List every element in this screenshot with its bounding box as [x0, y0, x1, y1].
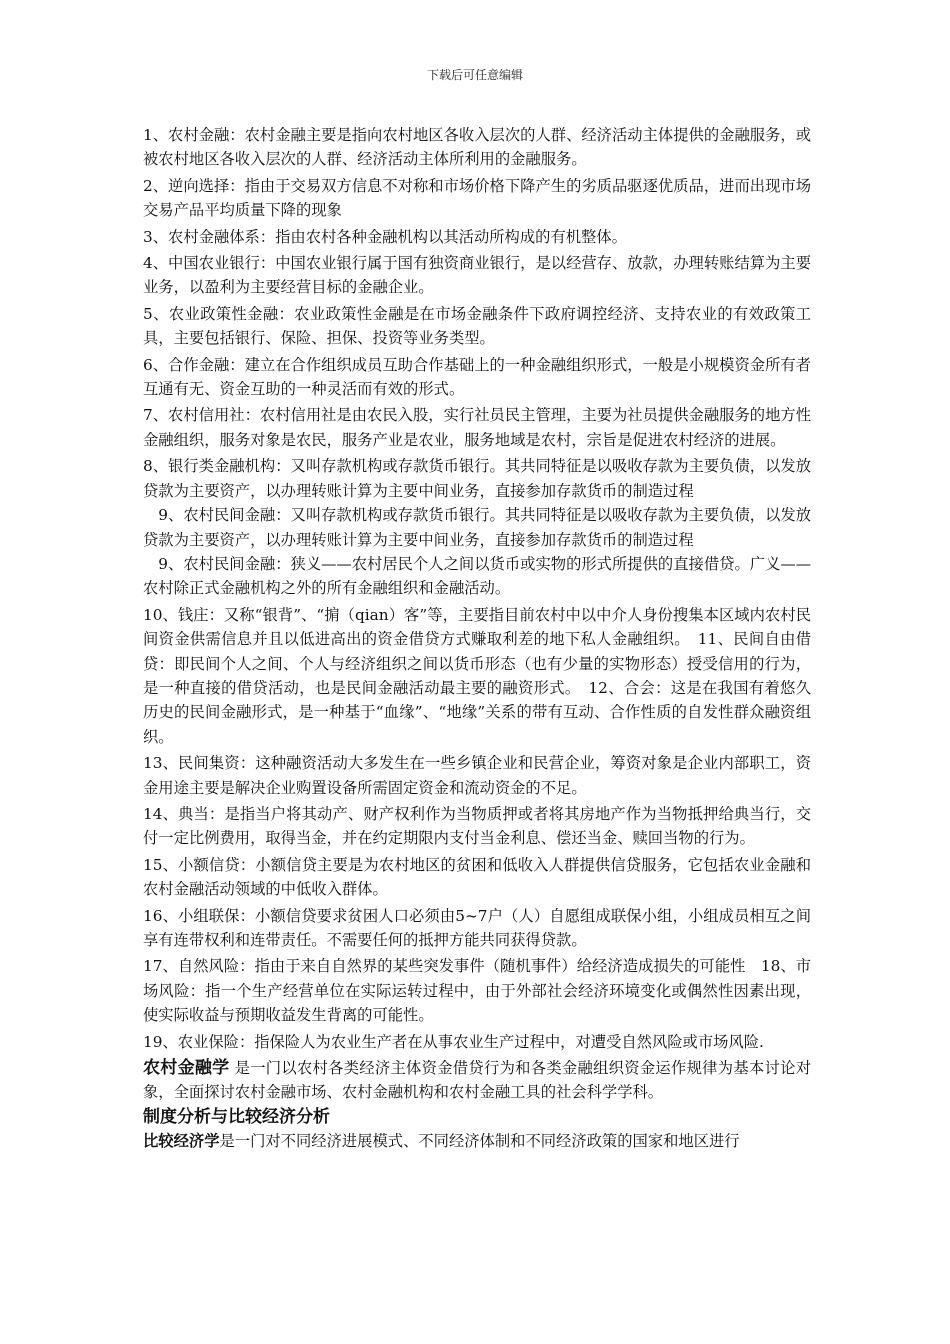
definition-comparative-economics — [143, 1129, 811, 1153]
paragraph-13: 14、典当：是指当户将其动产、财产权利作为当物质押或者将其房地产作为当物抵押给典当行，交付一定比例费用，取得当金，并在约定期限内支付当金利息、偿还当金、赎回当物的行为。 — [143, 804, 811, 848]
paragraph-10: 9、农村民间金融：狭义——农村居民个人之间以货币或实物的形式所提供的直接借贷。广义——农村除正式金融机构之外的所有金融组织和金融活动。 — [143, 554, 811, 598]
paragraph-12: 13、民间集资：这种融资活动大多发生在一些乡镇企业和民营企业，筹资对象是企业内部职工，资金用途主要是解决企业购置设备所需固定资金和流动资金的不足。 — [143, 754, 811, 797]
section-heading: 制度分析与比较经济分析 — [143, 1106, 330, 1127]
paragraph-8: 8、银行类金融机构：又叫存款机构或存款货币银行。其共同特征是以吸收存款为主要负债，以发放贷款为主要资产，以办理转账计算为主要中间业务，直接参加存款货币的制造过程 — [143, 457, 811, 500]
definition-rural-finance — [143, 1056, 811, 1105]
paragraph-14: 15、小额信贷：小额信贷主要是为农村地区的贫困和低收入人群提供信贷服务，它包括农业金融和农村金融活动领域的中低收入群体。 — [143, 855, 811, 899]
paragraph-6: 6、合作金融：建立在合作组织成员互助合作基础上的一种金融组织形式，一般是小规模资金所有者互通有无、资金互助的一种灵活而有效的形式。 — [143, 355, 811, 399]
definition-term: 比较经济学 — [143, 1132, 220, 1151]
paragraph-3: 3、农村金融体系：指由农村各种金融机构以其活动所构成的有机整体。 — [143, 227, 627, 246]
definition-text: 是一门以农村各类经济主体资金借贷行为和各类金融组织资金运作规律为基本讨论对象，全面探讨农村金融市场、农村金融机构和农村金融工具的社会科学学科。 — [143, 1059, 811, 1102]
paragraph-2: 2、逆向选择：指由于交易双方信息不对称和市场价格下降产生的劣质品驱逐优质品，进而出现市场交易产品平均质量下降的现象 — [143, 176, 811, 220]
document-body — [143, 123, 811, 1154]
paragraph-4: 4、中国农业银行：中国农业银行属于国有独资商业银行，是以经营存、放款，办理转账结算为主要业务，以盈利为主要经营目标的金融企业。 — [143, 254, 811, 297]
definition-term: 农村金融学 — [143, 1058, 230, 1079]
paragraph-9: 9、农村民间金融：又叫存款机构或存款货币银行。其共同特征是以吸收存款为主要负债，以发放贷款为主要资产，以办理转账计算为主要中间业务，直接参加存款货币的制造过程 — [143, 506, 811, 549]
definition-text: 是一门对不同经济进展模式、不同经济体制和不同经济政策的国家和地区进行 — [219, 1132, 740, 1151]
paragraph-16: 17、自然风险：指由于来自自然界的某些突发事件（随机事件）给经济造成损失的可能性 18、市场风险：指一个生产经营单位在实际运转过程中，由于外部社会经济环境变化或偶然性因素出现，使实际收益与预期收益发生背离的可能性。 — [143, 957, 811, 1025]
paragraph-5: 5、农业政策性金融：农业政策性金融是在市场金融条件下政府调控经济、支持农业的有效政策工具，主要包括银行、保险、担保、投资等业务类型。 — [143, 304, 811, 348]
paragraph-1: 1、农村金融：农村金融主要是指向农村地区各收入层次的人群、经济活动主体提供的金融服务，或被农村地区各收入层次的人群、经济活动主体所利用的金融服务。 — [143, 126, 811, 169]
paragraph-17: 19、农业保险：指保险人为农业生产者在从事农业生产过程中，对遭受自然风险或市场风险. — [143, 1032, 764, 1051]
paragraph-7: 7、农村信用社：农村信用社是由农民入股，实行社员民主管理，主要为社员提供金融服务的地方性金融组织，服务对象是农民，服务产业是农业，服务地域是农村，宗旨是促进农村经济的进展。 — [143, 406, 811, 449]
paragraph-11: 10、钱庄：又称“银背”、“掮（qian）客”等，主要指目前农村中以中介人身份搜集本区域内农村民间资金供需信息并且以低进高出的资金借贷方式赚取利差的地下私人金融组织。 11、民间自由借贷：即民间个人之间、个人与经济组织之间以货币形态（也有少量的实物形态）授受信用的行为，是一种直接的借贷活动，也是民间金融活动最主要的融资形式。 12、合会：这是在我国有着悠久历史的民间金融形式，是一种基于“血缘”、“地缘”关系的带有互动、合作性质的自发性群众融资组织。 — [143, 605, 811, 746]
page-header: 下载后可任意编辑 — [426, 68, 523, 82]
paragraph-15: 16、小组联保：小额信贷要求贫困人口必须由5~7户（人）自愿组成联保小组，小组成员相互之间享有连带权利和连带责任。不需要任何的抵押方能共同获得贷款。 — [143, 906, 811, 949]
